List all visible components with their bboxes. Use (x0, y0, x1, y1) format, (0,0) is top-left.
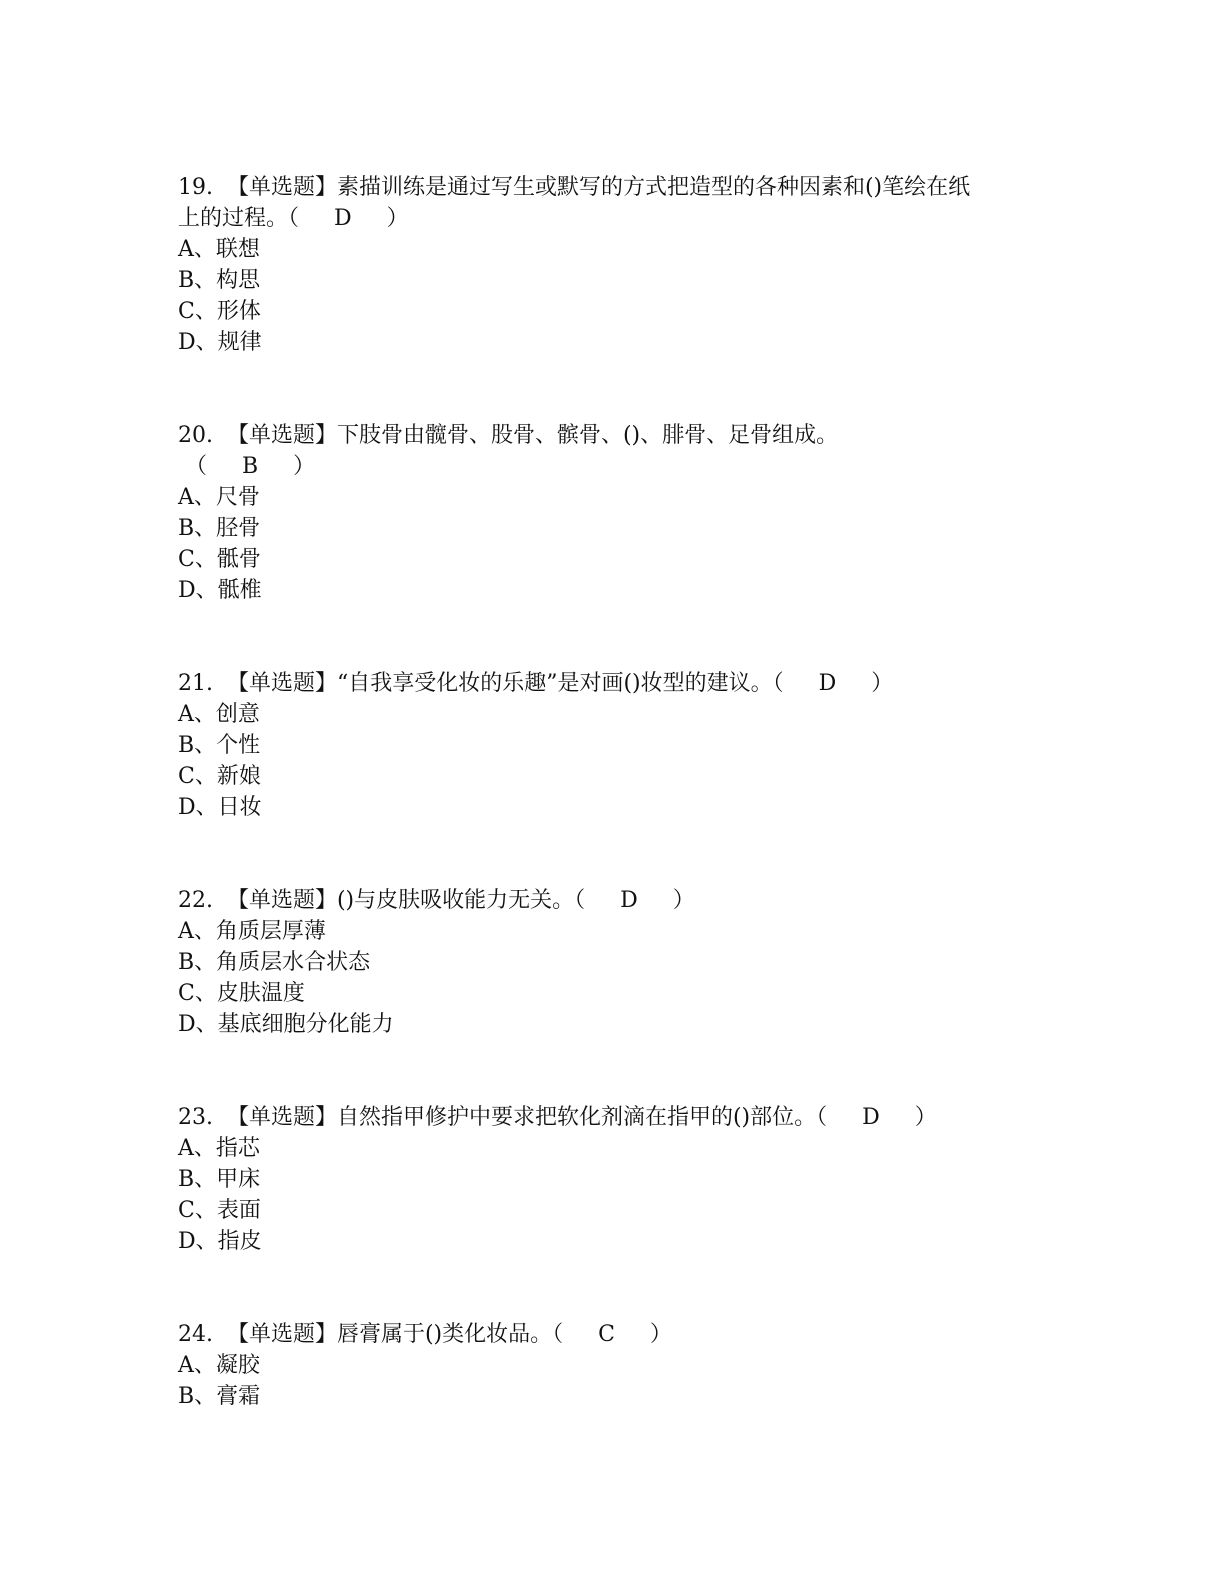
option-b: B、角质层水合状态 (178, 950, 371, 975)
option-d: D、日妆 (178, 795, 262, 820)
question-24 (178, 1319, 1048, 1412)
question-spacer (178, 606, 1048, 668)
option-b: B、个性 (178, 733, 261, 758)
question-19 (178, 172, 1048, 358)
question-stem-line: 19. 【单选题】素描训练是通过写生或默写的方式把造型的各种因素和()笔绘在纸 (178, 175, 971, 200)
option-a: A、指芯 (178, 1136, 260, 1161)
option-b: B、膏霜 (178, 1384, 261, 1409)
option-d: D、骶椎 (178, 578, 262, 603)
option-c: C、骶骨 (178, 547, 261, 572)
question-spacer (178, 823, 1048, 885)
option-a: A、创意 (178, 702, 260, 727)
question-21 (178, 668, 1048, 823)
option-a: A、尺骨 (178, 485, 260, 510)
question-22 (178, 885, 1048, 1040)
question-23 (178, 1102, 1048, 1257)
question-20 (178, 420, 1048, 606)
question-spacer (178, 1257, 1048, 1319)
question-stem-line: 22. 【单选题】()与皮肤吸收能力无关。（ D ） (178, 888, 695, 913)
question-spacer (178, 1040, 1048, 1102)
question-stem-line: 20. 【单选题】下肢骨由髋骨、股骨、髌骨、()、腓骨、足骨组成。 (178, 423, 839, 448)
question-stem-line: 24. 【单选题】唇膏属于()类化妆品。（ C ） (178, 1322, 672, 1347)
question-stem-line: 上的过程。（ D ） (178, 206, 409, 231)
option-d: D、指皮 (178, 1229, 262, 1254)
option-c: C、形体 (178, 299, 261, 324)
question-stem-line: 23. 【单选题】自然指甲修护中要求把软化剂滴在指甲的()部位。（ D ） (178, 1105, 937, 1130)
question-spacer (178, 358, 1048, 420)
option-c: C、表面 (178, 1198, 261, 1223)
exam-page (178, 172, 1048, 1412)
question-stem-line: 21. 【单选题】“自我享受化妆的乐趣”是对画()妆型的建议。（ D ） (178, 671, 894, 696)
option-b: B、胫骨 (178, 516, 261, 541)
option-a: A、角质层厚薄 (178, 919, 326, 944)
option-a: A、凝胶 (178, 1353, 260, 1378)
option-b: B、构思 (178, 268, 261, 293)
option-d: D、基底细胞分化能力 (178, 1012, 394, 1037)
option-c: C、皮肤温度 (178, 981, 305, 1006)
option-a: A、联想 (178, 237, 260, 262)
question-stem-line: （ B ） (178, 454, 316, 479)
option-c: C、新娘 (178, 764, 261, 789)
option-b: B、甲床 (178, 1167, 261, 1192)
option-d: D、规律 (178, 330, 262, 355)
